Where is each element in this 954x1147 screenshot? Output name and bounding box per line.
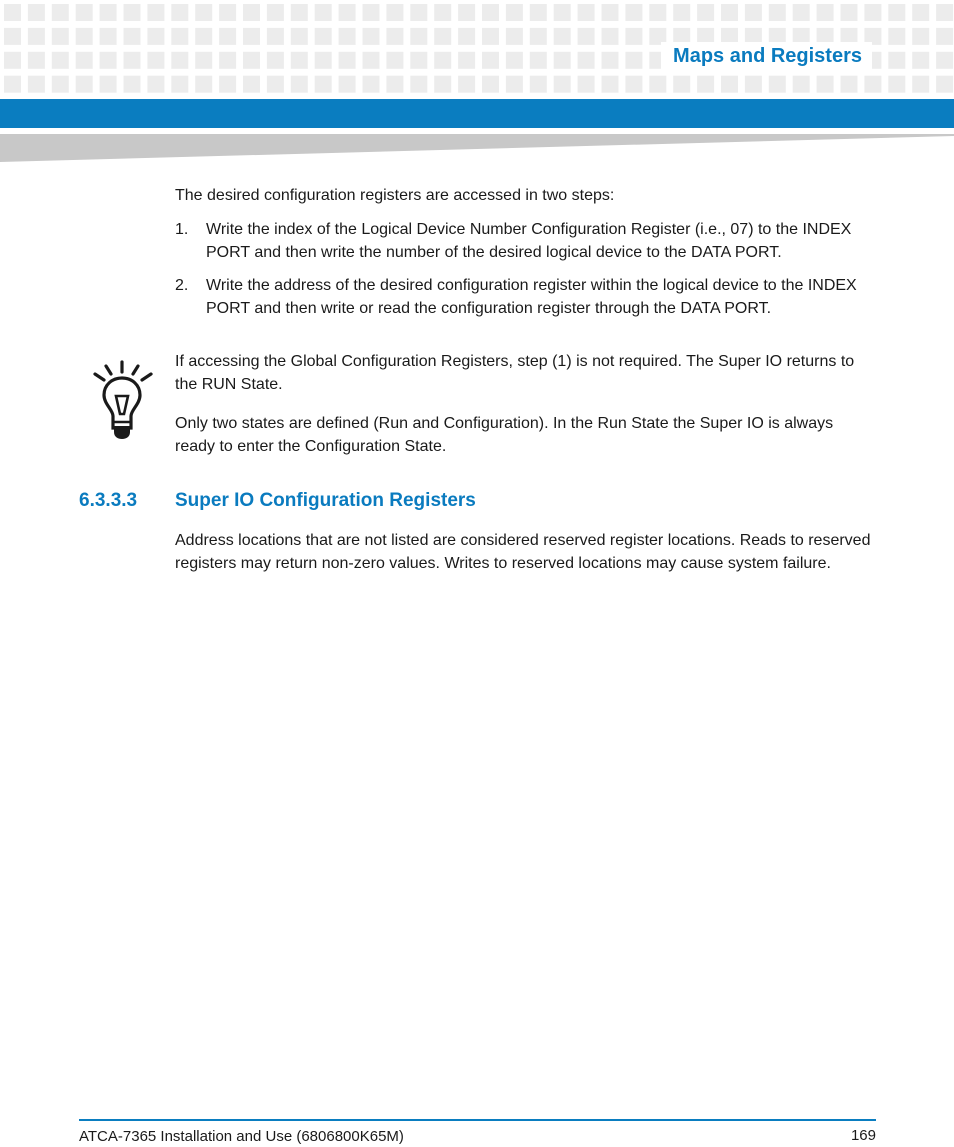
pattern-square: [243, 28, 260, 45]
pattern-square: [554, 76, 571, 93]
page-number: 169: [850, 1127, 876, 1144]
pattern-square: [100, 52, 117, 69]
section-number: 6.3.3.3: [79, 490, 138, 511]
pattern-square: [195, 76, 212, 93]
pattern-square: [76, 52, 93, 69]
lightbulb-icon: [92, 360, 156, 444]
pattern-square: [506, 4, 523, 21]
pattern-square: [219, 28, 236, 45]
pattern-square: [195, 4, 212, 21]
pattern-square: [410, 4, 427, 21]
pattern-square: [434, 28, 451, 45]
pattern-square: [697, 76, 714, 93]
pattern-square: [434, 4, 451, 21]
pattern-square: [410, 52, 427, 69]
pattern-square: [817, 76, 834, 93]
header-wedge: [0, 132, 954, 164]
pattern-square: [482, 28, 499, 45]
pattern-square: [52, 28, 69, 45]
pattern-square: [195, 52, 212, 69]
pattern-square: [530, 28, 547, 45]
pattern-square: [673, 4, 690, 21]
pattern-square: [578, 52, 595, 69]
pattern-square: [363, 76, 380, 93]
pattern-square: [339, 4, 356, 21]
pattern-square: [339, 76, 356, 93]
pattern-square: [339, 28, 356, 45]
pattern-square: [76, 76, 93, 93]
pattern-square: [171, 52, 188, 69]
pattern-square: [602, 76, 619, 93]
pattern-square: [219, 76, 236, 93]
pattern-square: [936, 52, 953, 69]
pattern-square: [458, 28, 475, 45]
pattern-square: [147, 76, 164, 93]
pattern-square: [291, 28, 308, 45]
pattern-square: [578, 28, 595, 45]
pattern-square: [434, 76, 451, 93]
header-band: [0, 99, 954, 128]
pattern-square: [841, 76, 858, 93]
step-text: Write the index of the Logical Device Number Configuration Register (i.e., 07) to the INDEX PORT and then write the number of the desired logical device to the DATA PORT.: [206, 221, 852, 261]
pattern-square: [482, 4, 499, 21]
pattern-square: [267, 28, 284, 45]
pattern-square: [386, 76, 403, 93]
pattern-square: [769, 76, 786, 93]
pattern-square: [52, 52, 69, 69]
pattern-square: [745, 4, 762, 21]
pattern-square: [697, 4, 714, 21]
pattern-square: [530, 76, 547, 93]
pattern-square: [912, 52, 929, 69]
section-title: Super IO Configuration Registers: [175, 490, 476, 511]
pattern-square: [673, 76, 690, 93]
pattern-square: [100, 28, 117, 45]
pattern-square: [602, 28, 619, 45]
list-item: [175, 274, 875, 320]
pattern-square: [147, 4, 164, 21]
pattern-square: [745, 76, 762, 93]
pattern-square: [76, 28, 93, 45]
pattern-square: [267, 4, 284, 21]
pattern-square: [602, 52, 619, 69]
note-block: [175, 350, 875, 474]
pattern-square: [363, 52, 380, 69]
pattern-square: [912, 4, 929, 21]
step-number: 1.: [175, 221, 189, 238]
pattern-square: [100, 4, 117, 21]
pattern-square: [339, 52, 356, 69]
pattern-square: [4, 76, 21, 93]
pattern-square: [315, 4, 332, 21]
footer-rule: [79, 1119, 876, 1121]
pattern-square: [100, 76, 117, 93]
pattern-square: [124, 4, 141, 21]
pattern-square: [912, 28, 929, 45]
pattern-square: [386, 52, 403, 69]
pattern-square: [458, 4, 475, 21]
pattern-square: [793, 76, 810, 93]
pattern-square: [4, 28, 21, 45]
pattern-square: [147, 52, 164, 69]
pattern-square: [769, 4, 786, 21]
pattern-square: [171, 4, 188, 21]
pattern-square: [243, 52, 260, 69]
pattern-square: [888, 28, 905, 45]
pattern-square: [28, 28, 45, 45]
pattern-square: [124, 52, 141, 69]
chapter-title: Maps and Registers: [661, 42, 872, 70]
pattern-square: [530, 4, 547, 21]
pattern-square: [482, 52, 499, 69]
pattern-square: [4, 4, 21, 21]
pattern-square: [386, 28, 403, 45]
pattern-square: [554, 52, 571, 69]
pattern-square: [602, 4, 619, 21]
pattern-square: [410, 28, 427, 45]
pattern-square: [793, 4, 810, 21]
note-paragraph: Only two states are defined (Run and Configuration). In the Run State the Super IO is always ready to enter the Configuration State.: [175, 415, 834, 455]
pattern-square: [386, 4, 403, 21]
pattern-square: [243, 4, 260, 21]
pattern-square: [171, 28, 188, 45]
pattern-square: [458, 52, 475, 69]
pattern-square: [936, 76, 953, 93]
pattern-square: [76, 4, 93, 21]
pattern-square: [28, 4, 45, 21]
pattern-square: [578, 76, 595, 93]
pattern-square: [554, 28, 571, 45]
steps-list: [175, 218, 875, 330]
pattern-square: [625, 28, 642, 45]
pattern-square: [28, 76, 45, 93]
step-number: 2.: [175, 277, 189, 294]
pattern-square: [817, 4, 834, 21]
pattern-square: [291, 52, 308, 69]
pattern-square: [291, 4, 308, 21]
pattern-square: [578, 4, 595, 21]
pattern-square: [434, 52, 451, 69]
pattern-square: [52, 4, 69, 21]
intro-paragraph: The desired configuration registers are accessed in two steps:: [175, 187, 615, 204]
pattern-square: [649, 4, 666, 21]
pattern-square: [625, 76, 642, 93]
pattern-square: [625, 4, 642, 21]
pattern-square: [506, 28, 523, 45]
pattern-square: [124, 76, 141, 93]
pattern-square: [721, 4, 738, 21]
pattern-square: [888, 52, 905, 69]
pattern-square: [506, 52, 523, 69]
pattern-square: [315, 52, 332, 69]
pattern-square: [267, 76, 284, 93]
pattern-square: [841, 4, 858, 21]
pattern-square: [912, 76, 929, 93]
pattern-square: [721, 76, 738, 93]
pattern-square: [315, 76, 332, 93]
pattern-square: [482, 76, 499, 93]
pattern-square: [936, 28, 953, 45]
pattern-square: [554, 4, 571, 21]
pattern-square: [267, 52, 284, 69]
step-text: Write the address of the desired configuration register within the logical device to the INDEX PORT and then write or read the configuration register through the DATA PORT.: [206, 277, 857, 317]
pattern-square: [195, 28, 212, 45]
pattern-square: [888, 4, 905, 21]
pattern-square: [219, 4, 236, 21]
pattern-square: [291, 76, 308, 93]
footer-document-title: ATCA-7365 Installation and Use (6806800K65M): [79, 1128, 404, 1145]
pattern-square: [506, 76, 523, 93]
pattern-square: [410, 76, 427, 93]
pattern-square: [936, 4, 953, 21]
pattern-square: [4, 52, 21, 69]
section-paragraph: Address locations that are not listed are considered reserved register locations. Reads to reserved registers may return non-zero values. Writes to reserved locations may cause system failure.: [175, 532, 871, 572]
pattern-square: [124, 28, 141, 45]
pattern-square: [363, 4, 380, 21]
pattern-square: [243, 76, 260, 93]
pattern-square: [171, 76, 188, 93]
pattern-square: [888, 76, 905, 93]
pattern-square: [219, 52, 236, 69]
note-paragraph: If accessing the Global Configuration Registers, step (1) is not required. The Super IO returns to the RUN State.: [175, 353, 855, 393]
pattern-square: [52, 76, 69, 93]
pattern-square: [625, 52, 642, 69]
pattern-square: [458, 76, 475, 93]
pattern-square: [363, 28, 380, 45]
pattern-square: [530, 52, 547, 69]
pattern-square: [649, 76, 666, 93]
pattern-square: [28, 52, 45, 69]
pattern-square: [147, 28, 164, 45]
list-item: [175, 218, 875, 264]
pattern-square: [864, 4, 881, 21]
pattern-square: [864, 76, 881, 93]
pattern-square: [315, 28, 332, 45]
